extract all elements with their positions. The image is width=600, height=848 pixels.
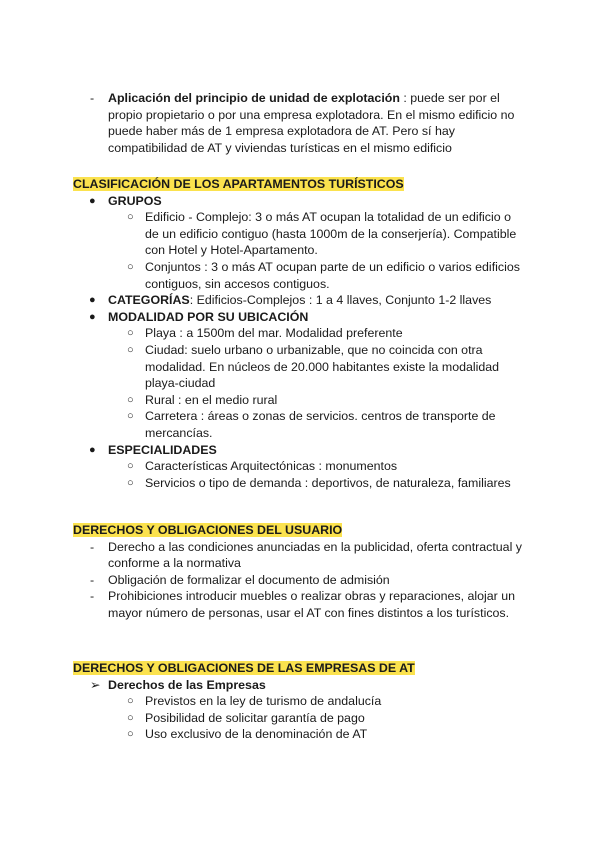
especialidades-label: ESPECIALIDADES bbox=[108, 442, 217, 457]
arrow-marker: ➢ bbox=[90, 677, 101, 692]
bullet-dot: ● bbox=[89, 194, 96, 207]
bullet-circle: ○ bbox=[127, 728, 134, 741]
intro-section bbox=[0, 90, 600, 156]
bullet-dot: ● bbox=[89, 443, 96, 456]
usuario-item-text: Prohibiciones introducir muebles o realizar obras y reparaciones, alojar un mayor número de personas, usar el AT con fines distintos a los turísticos. bbox=[108, 589, 516, 620]
bullet-circle: ○ bbox=[127, 343, 134, 356]
empresas-heading: DERECHOS Y OBLIGACIONES DE LAS EMPRESAS DE AT bbox=[73, 661, 415, 675]
usuario-item-text: Obligación de formalizar el documento de admisión bbox=[108, 572, 390, 587]
dash-marker: - bbox=[90, 589, 95, 604]
grupos-subitem bbox=[0, 259, 600, 292]
usuario-heading: DERECHOS Y OBLIGACIONES DEL USUARIO bbox=[73, 523, 343, 537]
modalidad-subitem bbox=[0, 325, 600, 342]
usuario-item bbox=[0, 539, 600, 572]
categorias-item bbox=[0, 292, 600, 309]
grupos-label: GRUPOS bbox=[108, 193, 162, 208]
especialidades-subitem bbox=[0, 458, 600, 475]
usuario-item-text: Derecho a las condiciones anunciadas en la publicidad, oferta contractual y conforme a la normativa bbox=[108, 539, 522, 571]
bullet-circle: ○ bbox=[127, 476, 134, 489]
empresas-subitem-text: Uso exclusivo de la denominación de AT bbox=[145, 727, 368, 742]
bullet-circle: ○ bbox=[127, 260, 134, 273]
empresas-subitem-text: Posibilidad de solicitar garantía de pago bbox=[145, 710, 365, 725]
categorias-text: : Edificios-Complejos : 1 a 4 llaves, Conjunto 1-2 llaves bbox=[189, 293, 492, 308]
modalidad-subitem bbox=[0, 392, 600, 409]
bullet-circle: ○ bbox=[127, 393, 134, 406]
bullet-dot: ● bbox=[89, 294, 96, 307]
modalidad-subitem-text: Ciudad: suelo urbano o urbanizable, que no coincida con otra modalidad. En núcleos de 20.000 habitantes existe la modalidad playa-ciudad bbox=[145, 342, 500, 391]
intro-item bbox=[0, 90, 600, 156]
modalidad-subitem-text: Playa : a 1500m del mar. Modalidad preferente bbox=[145, 326, 403, 341]
bullet-circle: ○ bbox=[127, 460, 134, 473]
categorias-label: CATEGORÍAS bbox=[108, 293, 190, 308]
empresas-subitem bbox=[0, 726, 600, 743]
modalidad-subitem-text: Rural : en el medio rural bbox=[145, 392, 278, 407]
modalidad-subitem-text: Carretera : áreas o zonas de servicios. centros de transporte de mercancías. bbox=[145, 409, 496, 440]
empresas-subitem-text: Previstos en la ley de turismo de andalucía bbox=[145, 694, 382, 709]
especialidades-subitem bbox=[0, 475, 600, 492]
modalidad-item bbox=[0, 309, 600, 326]
usuario-item bbox=[0, 588, 600, 621]
clasificacion-heading: CLASIFICACIÓN DE LOS APARTAMENTOS TURÍSTICOS bbox=[73, 177, 404, 191]
empresas-subitem bbox=[0, 693, 600, 710]
clasificacion-section bbox=[0, 176, 600, 491]
especialidades-item bbox=[0, 442, 600, 459]
dash-marker: - bbox=[90, 539, 95, 554]
bullet-circle: ○ bbox=[127, 327, 134, 340]
especialidades-subitem-text: Servicios o tipo de demanda : deportivos, de naturaleza, familiares bbox=[145, 475, 511, 490]
usuario-item bbox=[0, 572, 600, 589]
dash-marker: - bbox=[90, 572, 95, 587]
bullet-dot: ● bbox=[89, 310, 96, 323]
modalidad-label: MODALIDAD POR SU UBICACIÓN bbox=[108, 309, 309, 324]
grupos-subitem-text: Edificio - Complejo: 3 o más AT ocupan la totalidad de un edificio o de un edificio contiguo (hasta 1000m de la conserjería). Compatible con Hotel y Hotel-Apartamento. bbox=[145, 210, 517, 258]
especialidades-subitem-text: Características Arquitectónicas : monumentos bbox=[145, 459, 398, 474]
bullet-circle: ○ bbox=[127, 410, 134, 423]
intro-title: Aplicación del principio de unidad de explotación bbox=[108, 91, 400, 105]
empresas-subitem bbox=[0, 710, 600, 727]
dash-marker: - bbox=[90, 91, 95, 105]
bullet-circle: ○ bbox=[127, 711, 134, 724]
intro-text: : puede ser por el propio propietario o por una empresa explotadora. En el mismo edificio no puede haber más de 1 empresa explotadora de AT. Pero sí hay compatibilidad de AT y viviendas turísticas en el mismo edificio bbox=[108, 91, 515, 155]
empresas-sub-label: Derechos de las Empresas bbox=[108, 677, 266, 692]
grupos-subitem bbox=[0, 209, 600, 259]
modalidad-subitem bbox=[0, 342, 600, 392]
grupos-subitem-text: Conjuntos : 3 o más AT ocupan parte de un edificio o varios edificios contiguos, sin accesos contiguos. bbox=[145, 259, 520, 291]
modalidad-subitem bbox=[0, 408, 600, 441]
bullet-circle: ○ bbox=[127, 695, 134, 708]
empresas-sub-item bbox=[0, 677, 600, 694]
grupos-item bbox=[0, 193, 600, 210]
usuario-section bbox=[0, 522, 600, 622]
bullet-circle: ○ bbox=[127, 211, 134, 224]
empresas-section bbox=[0, 660, 600, 743]
